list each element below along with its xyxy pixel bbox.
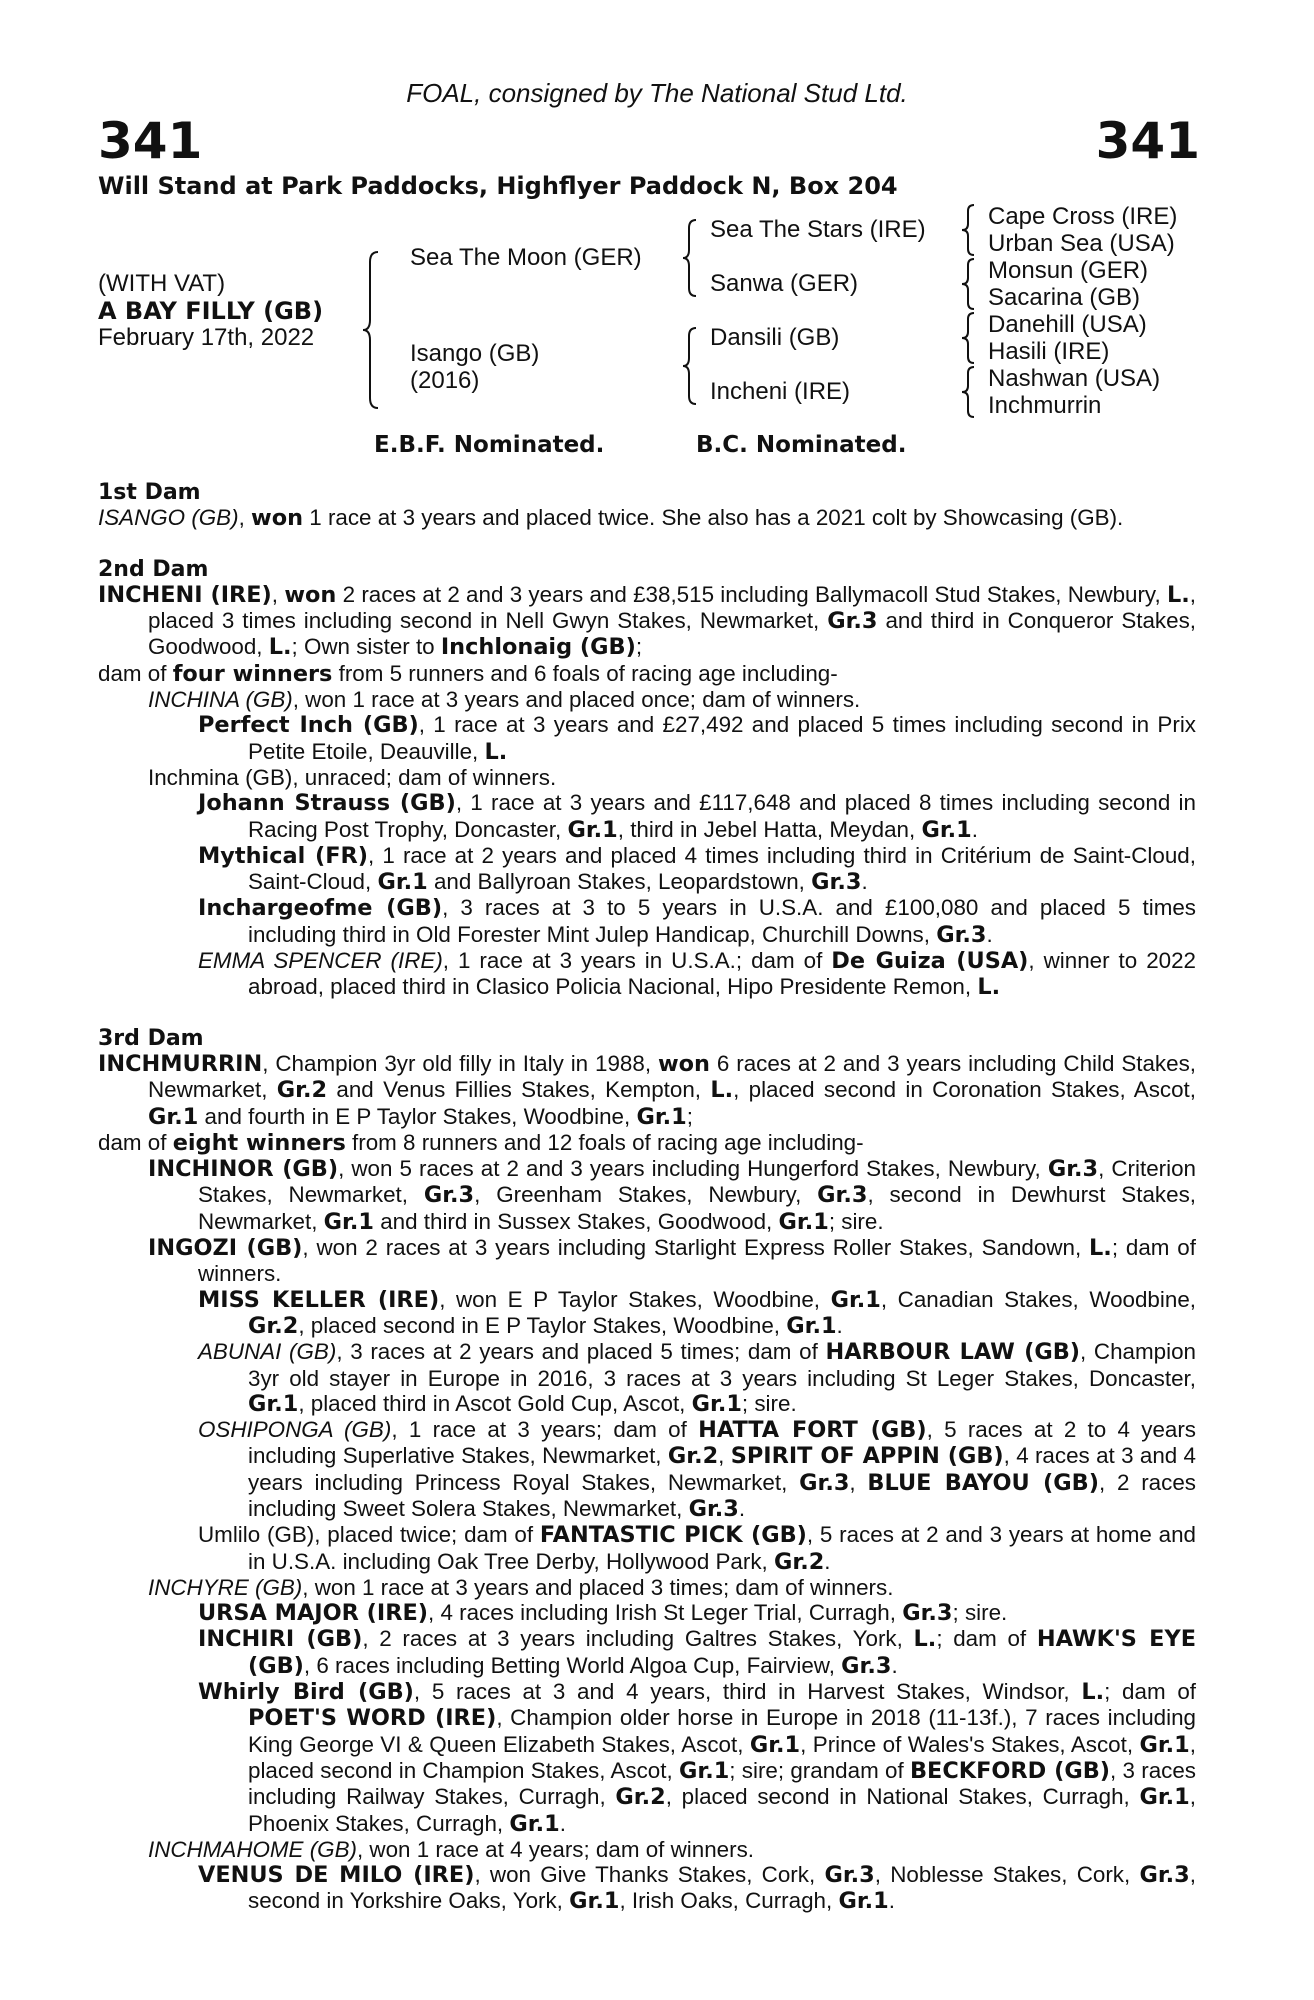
grandparent-6: Hasili (IRE) (988, 338, 1110, 365)
dam: Isango (GB) (410, 340, 540, 367)
grandparent-1: Cape Cross (IRE) (988, 203, 1178, 230)
g-brace-4 (960, 365, 980, 419)
foal-description: A BAY FILLY (GB) (98, 297, 324, 325)
first-dam-entry: ISANGO (GB), won 1 race at 3 years and placed twice. She also has a 2021 colt by Showcasing (GB). (98, 505, 1124, 532)
stand-location: Will Stand at Park Paddocks, Highflyer Paddock N, Box 204 (98, 172, 898, 200)
g-brace-3 (960, 311, 980, 365)
second-dam-entry: INCHENI (IRE), won 2 races at 2 and 3 years and £38,515 including Ballymacoll Stud Stakes, Newbury, L., placed 3 times including second in Nell Gwyn Stakes, Newmarket, Gr.3 and third in Conqueror Stakes, Goodwood, L.; Own sister to Inchlonaig (GB); (98, 581, 1196, 661)
first-dam-heading: 1st Dam (98, 480, 201, 505)
produce-entry: INCHIRI (GB), 2 races at 3 years including Galtres Stakes, York, L.; dam of HAWK'S EYE (GB), 6 races including Betting World Algoa Cup, Fairview, Gr.3. (198, 1626, 1196, 1679)
sire-dam: Sanwa (GER) (710, 270, 859, 297)
produce-entry: ABUNAI (GB), 3 races at 2 years and placed 5 times; dam of HARBOUR LAW (GB), Champion 3yr old stayer in Europe in 2016, 3 races at 3 years including St Leger Stakes, Doncaster, Gr.1, placed third in Ascot Gold Cup, Ascot, Gr.1; sire. (198, 1339, 1196, 1417)
second-dam-produce: dam of four winners from 5 runners and 6 foals of racing age including- (98, 660, 838, 687)
sire-parents-brace (680, 218, 704, 298)
g-brace-2 (960, 257, 980, 311)
produce-entry: OSHIPONGA (GB), 1 race at 3 years; dam of HATTA FORT (GB), 5 races at 2 to 4 years including Superlative Stakes, Newmarket, Gr.2, SPIRIT OF APPIN (GB), 4 races at 3 and 4 years including Princess Royal Stakes, Newmarket, Gr.3, BLUE BAYOU (GB), 2 races including Sweet Solera Stakes, Newmarket, Gr.3. (198, 1417, 1197, 1522)
grandparent-2: Urban Sea (USA) (988, 230, 1175, 257)
dam-sire: Dansili (GB) (710, 324, 840, 351)
lot-number-left: 341 (98, 112, 203, 170)
consignment-line: FOAL, consigned by The National Stud Ltd. (406, 78, 908, 108)
third-dam-produce: dam of eight winners from 8 runners and 12 foals of racing age including- (98, 1129, 864, 1156)
produce-entry: Inchargeofme (GB), 3 races at 3 to 5 years in U.S.A. and £100,080 and placed 5 times including third in Old Forester Mint Julep Handicap, Churchill Downs, Gr.3. (198, 895, 1197, 948)
dam-parents-brace (680, 326, 704, 406)
sire-dam-brace (360, 250, 390, 410)
grandparent-7: Nashwan (USA) (988, 365, 1161, 392)
produce-entry: INCHINA (GB), won 1 race at 3 years and placed once; dam of winners. (148, 687, 861, 713)
produce-entry: MISS KELLER (IRE), won E P Taylor Stakes, Woodbine, Gr.1, Canadian Stakes, Woodbine, Gr.2, placed second in E P Taylor Stakes, Woodbine, Gr.1. (198, 1286, 1196, 1339)
produce-entry: Inchmina (GB), unraced; dam of winners. (148, 764, 557, 790)
catalogue-body (98, 480, 1196, 1915)
produce-entry: VENUS DE MILO (IRE), won Give Thanks Stakes, Cork, Gr.3, Noblesse Stakes, Cork, Gr.3, second in Yorkshire Oaks, York, Gr.1, Irish Oaks, Curragh, Gr.1. (198, 1862, 1196, 1915)
grandparent-3: Monsun (GER) (988, 257, 1149, 284)
produce-entry: INCHMAHOME (GB), won 1 race at 4 years; dam of winners. (148, 1836, 754, 1862)
grandparent-8: Inchmurrin (988, 392, 1102, 419)
produce-entry: INCHYRE (GB), won 1 race at 3 years and placed 3 times; dam of winners. (148, 1574, 894, 1600)
grandparent-5: Danehill (USA) (988, 311, 1147, 338)
second-dam-heading: 2nd Dam (98, 556, 209, 582)
produce-entry: Whirly Bird (GB), 5 races at 3 and 4 years, third in Harvest Stakes, Windsor, L.; dam of POET'S WORD (IRE), Champion older horse in Europe in 2018 (11-13f.), 7 races including King George VI & Queen Elizabeth Stakes, Ascot, Gr.1, Prince of Wales's Stakes, Ascot, Gr.1, placed second in Champion Stakes, Ascot, Gr.1; sire; grandam of BECKFORD (GB), 3 races including Railway Stakes, Curragh, Gr.2, placed second in National Stakes, Curragh, Gr.1, Phoenix Stakes, Curragh, Gr.1. (198, 1679, 1196, 1837)
produce-entry: Mythical (FR), 1 race at 2 years and placed 4 times including third in Critérium de Saint-Cloud, Saint-Cloud, Gr.1 and Ballyroan Stakes, Leopardstown, Gr.3. (198, 842, 1196, 896)
produce-entry: EMMA SPENCER (IRE), 1 race at 3 years in U.S.A.; dam of De Guiza (USA), winner to 2022 abroad, placed third in Clasico Policia Nacional, Hipo Presidente Remon, L. (198, 948, 1197, 1001)
produce-entry: INCHINOR (GB), won 5 races at 2 and 3 years including Hungerford Stakes, Newbury, Gr.3, Criterion Stakes, Newmarket, Gr.3, Greenham Stakes, Newbury, Gr.3, second in Dewhurst Stakes, Newmarket, Gr.1 and third in Sussex Stakes, Goodwood, Gr.1; sire. (148, 1156, 1196, 1235)
vat-label: (WITH VAT) (98, 270, 226, 297)
g-brace-1 (960, 203, 980, 257)
bc-nominated: B.C. Nominated. (696, 432, 907, 458)
lot-number-right: 341 (1095, 112, 1200, 170)
produce-entry: INGOZI (GB), won 2 races at 3 years including Starlight Express Roller Stakes, Sandown, L.; dam of winners. (148, 1235, 1196, 1287)
produce-entry: Umlilo (GB), placed twice; dam of FANTASTIC PICK (GB), 5 races at 2 and 3 years at home and in U.S.A. including Oak Tree Derby, Hollywood Park, Gr.2. (198, 1522, 1197, 1575)
third-dam-heading: 3rd Dam (98, 1025, 204, 1051)
sire-sire: Sea The Stars (IRE) (710, 216, 926, 243)
third-dam-entry: INCHMURRIN, Champion 3yr old filly in Italy in 1988, won 6 races at 2 and 3 years including Child Stakes, Newmarket, Gr.2 and Venus Fillies Stakes, Kempton, L., placed second in Coronation Stakes, Ascot, Gr.1 and fourth in E P Taylor Stakes, Woodbine, Gr.1; (98, 1050, 1196, 1130)
ebf-nominated: E.B.F. Nominated. (374, 432, 605, 458)
produce-entry: URSA MAJOR (IRE), 4 races including Irish St Leger Trial, Curragh, Gr.3; sire. (198, 1600, 1008, 1627)
foal-dob: February 17th, 2022 (98, 324, 315, 351)
dam-dam: Incheni (IRE) (710, 378, 851, 405)
produce-entry: Perfect Inch (GB), 1 race at 3 years and £27,492 and placed 5 times including second in Prix Petite Etoile, Deauville, L. (198, 712, 1196, 765)
dam-year: (2016) (410, 367, 480, 394)
grandparent-4: Sacarina (GB) (988, 284, 1141, 311)
sire: Sea The Moon (GER) (410, 244, 642, 271)
produce-entry: Johann Strauss (GB), 1 race at 3 years and £117,648 and placed 8 times including second in Racing Post Trophy, Doncaster, Gr.1, third in Jebel Hatta, Meydan, Gr.1. (198, 790, 1196, 843)
